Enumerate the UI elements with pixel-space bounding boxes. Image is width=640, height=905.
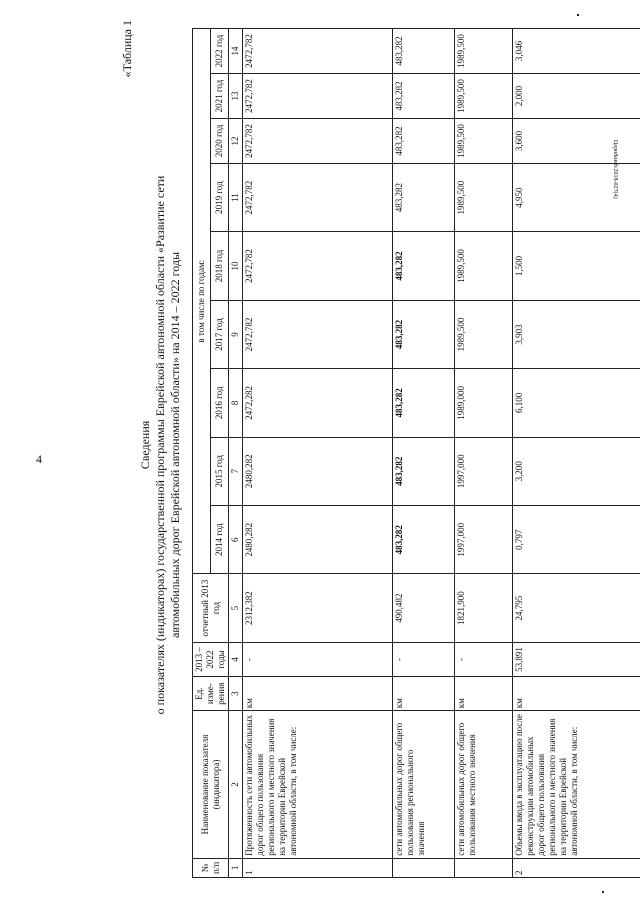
row-value: 1989,500 xyxy=(455,118,513,163)
header-year: 2020 год xyxy=(211,118,229,163)
row-value: 2472,782 xyxy=(243,300,393,368)
row-value: 1997,000 xyxy=(455,505,513,573)
header-name: Наименование показателя (индикатора) xyxy=(193,711,229,859)
title-line: Сведения xyxy=(138,420,152,470)
header-unit: Ед. изме-рения xyxy=(193,677,229,711)
row-value: 483,282 xyxy=(393,29,455,74)
indicators-table xyxy=(192,28,640,878)
header-year: 2017 год xyxy=(211,300,229,368)
col-number: 3 xyxy=(229,677,243,711)
row-value: 1989,500 xyxy=(455,29,513,74)
header-num: № п/п xyxy=(193,858,229,877)
row-name: Протяженность сети автомобильных дорог общего пользования регионального и местного значения на территории Еврейской автономной области, в том числе: xyxy=(243,711,393,859)
col-number: 5 xyxy=(229,574,243,642)
table-row xyxy=(243,29,393,878)
row-name: Объемы ввода в эксплуатацию после реконструкции автомобильных дорог общего пользования регионального и местного значения на территории Еврейской автономной области, в том числе: xyxy=(513,711,640,859)
row-value: 483,282 xyxy=(393,369,455,437)
table-row xyxy=(455,29,513,878)
row-num xyxy=(455,858,513,877)
col-number: 10 xyxy=(229,232,243,300)
row-value: 3,046 xyxy=(513,29,640,74)
row-base: 1821,900 xyxy=(455,574,513,642)
row-value: 1989,500 xyxy=(455,300,513,368)
row-value: 1,500 xyxy=(513,232,640,300)
row-value: 4,950 xyxy=(513,163,640,231)
row-value: 2,000 xyxy=(513,74,640,119)
row-value: 2472,782 xyxy=(243,29,393,74)
col-number: 6 xyxy=(229,505,243,573)
row-num: 1 xyxy=(243,858,393,877)
row-base: 24,795 xyxy=(513,574,640,642)
header-year: 2019 год xyxy=(211,163,229,231)
row-value: 1997,000 xyxy=(455,437,513,505)
row-value: 2480,282 xyxy=(243,505,393,573)
col-number: 12 xyxy=(229,118,243,163)
row-value: 2472,782 xyxy=(243,163,393,231)
row-base: 2312,382 xyxy=(243,574,393,642)
col-number: 7 xyxy=(229,437,243,505)
header-year: 2022 год xyxy=(211,29,229,74)
row-value: 483,282 xyxy=(393,437,455,505)
row-value: 1989,500 xyxy=(455,74,513,119)
col-number: 2 xyxy=(229,711,243,859)
row-total: - xyxy=(393,642,455,676)
title-line: о показателях (индикаторах) государственной программы Еврейской автономной области «Развитие сети xyxy=(153,175,167,715)
table-row xyxy=(393,29,455,878)
row-value: 2480,282 xyxy=(243,437,393,505)
row-total: - xyxy=(455,642,513,676)
column-number-row xyxy=(229,29,243,878)
col-number: 14 xyxy=(229,29,243,74)
header-year: 2018 год xyxy=(211,232,229,300)
row-unit: км xyxy=(243,677,393,711)
row-value: 483,282 xyxy=(393,505,455,573)
table-row xyxy=(513,29,640,878)
row-name: сети автомобильных дорог общего пользования регионального значения xyxy=(393,711,455,859)
row-value: 483,282 xyxy=(393,118,455,163)
table-label: «Таблица 1 xyxy=(120,20,134,78)
col-number: 4 xyxy=(229,642,243,676)
row-unit: км xyxy=(393,677,455,711)
row-value: 2472,282 xyxy=(243,369,393,437)
row-value: 483,282 xyxy=(393,300,455,368)
header-total: 2013 – 2022 годы xyxy=(193,642,229,676)
row-value: 483,282 xyxy=(393,232,455,300)
row-value: 2472,782 xyxy=(243,74,393,119)
row-value: 1989,500 xyxy=(455,232,513,300)
page-number: 4 xyxy=(36,452,42,466)
footer-code: Церн&иеб/2018-027(4) xyxy=(612,140,618,199)
row-name: сети автомобильных дорог общего пользования местного значения xyxy=(455,711,513,859)
row-value: 0,797 xyxy=(513,505,640,573)
header-year: 2021 год xyxy=(211,74,229,119)
row-value: 2472,782 xyxy=(243,232,393,300)
row-value: 3,200 xyxy=(513,437,640,505)
document-title xyxy=(138,10,183,880)
row-base: 490,482 xyxy=(393,574,455,642)
col-number: 9 xyxy=(229,300,243,368)
header-year: 2014 год xyxy=(211,505,229,573)
row-num: 2 xyxy=(513,858,640,877)
row-value: 2472,782 xyxy=(243,118,393,163)
row-value: 1989,000 xyxy=(455,369,513,437)
row-unit: км xyxy=(455,677,513,711)
row-value: 3,903 xyxy=(513,300,640,368)
col-number: 1 xyxy=(229,858,243,877)
header-year: 2015 год xyxy=(211,437,229,505)
header-base-year: отчетный 2013 год xyxy=(193,574,229,642)
scan-mark xyxy=(602,891,604,893)
rotated-page-content xyxy=(120,10,610,880)
row-unit: км xyxy=(513,677,640,711)
row-value: 483,282 xyxy=(393,74,455,119)
title-line: автомобильных дорог Еврейской автономной области» на 2014 – 2022 годы xyxy=(168,251,182,639)
col-number: 11 xyxy=(229,163,243,231)
header-by-years: в том числе по годам: xyxy=(193,29,211,574)
row-total: 53,891 xyxy=(513,642,640,676)
col-number: 13 xyxy=(229,74,243,119)
col-number: 8 xyxy=(229,369,243,437)
header-year: 2016 год xyxy=(211,369,229,437)
row-value: 3,600 xyxy=(513,118,640,163)
row-num xyxy=(393,858,455,877)
row-value: 483,282 xyxy=(393,163,455,231)
row-total: - xyxy=(243,642,393,676)
row-value: 1989,500 xyxy=(455,163,513,231)
row-value: 6,100 xyxy=(513,369,640,437)
